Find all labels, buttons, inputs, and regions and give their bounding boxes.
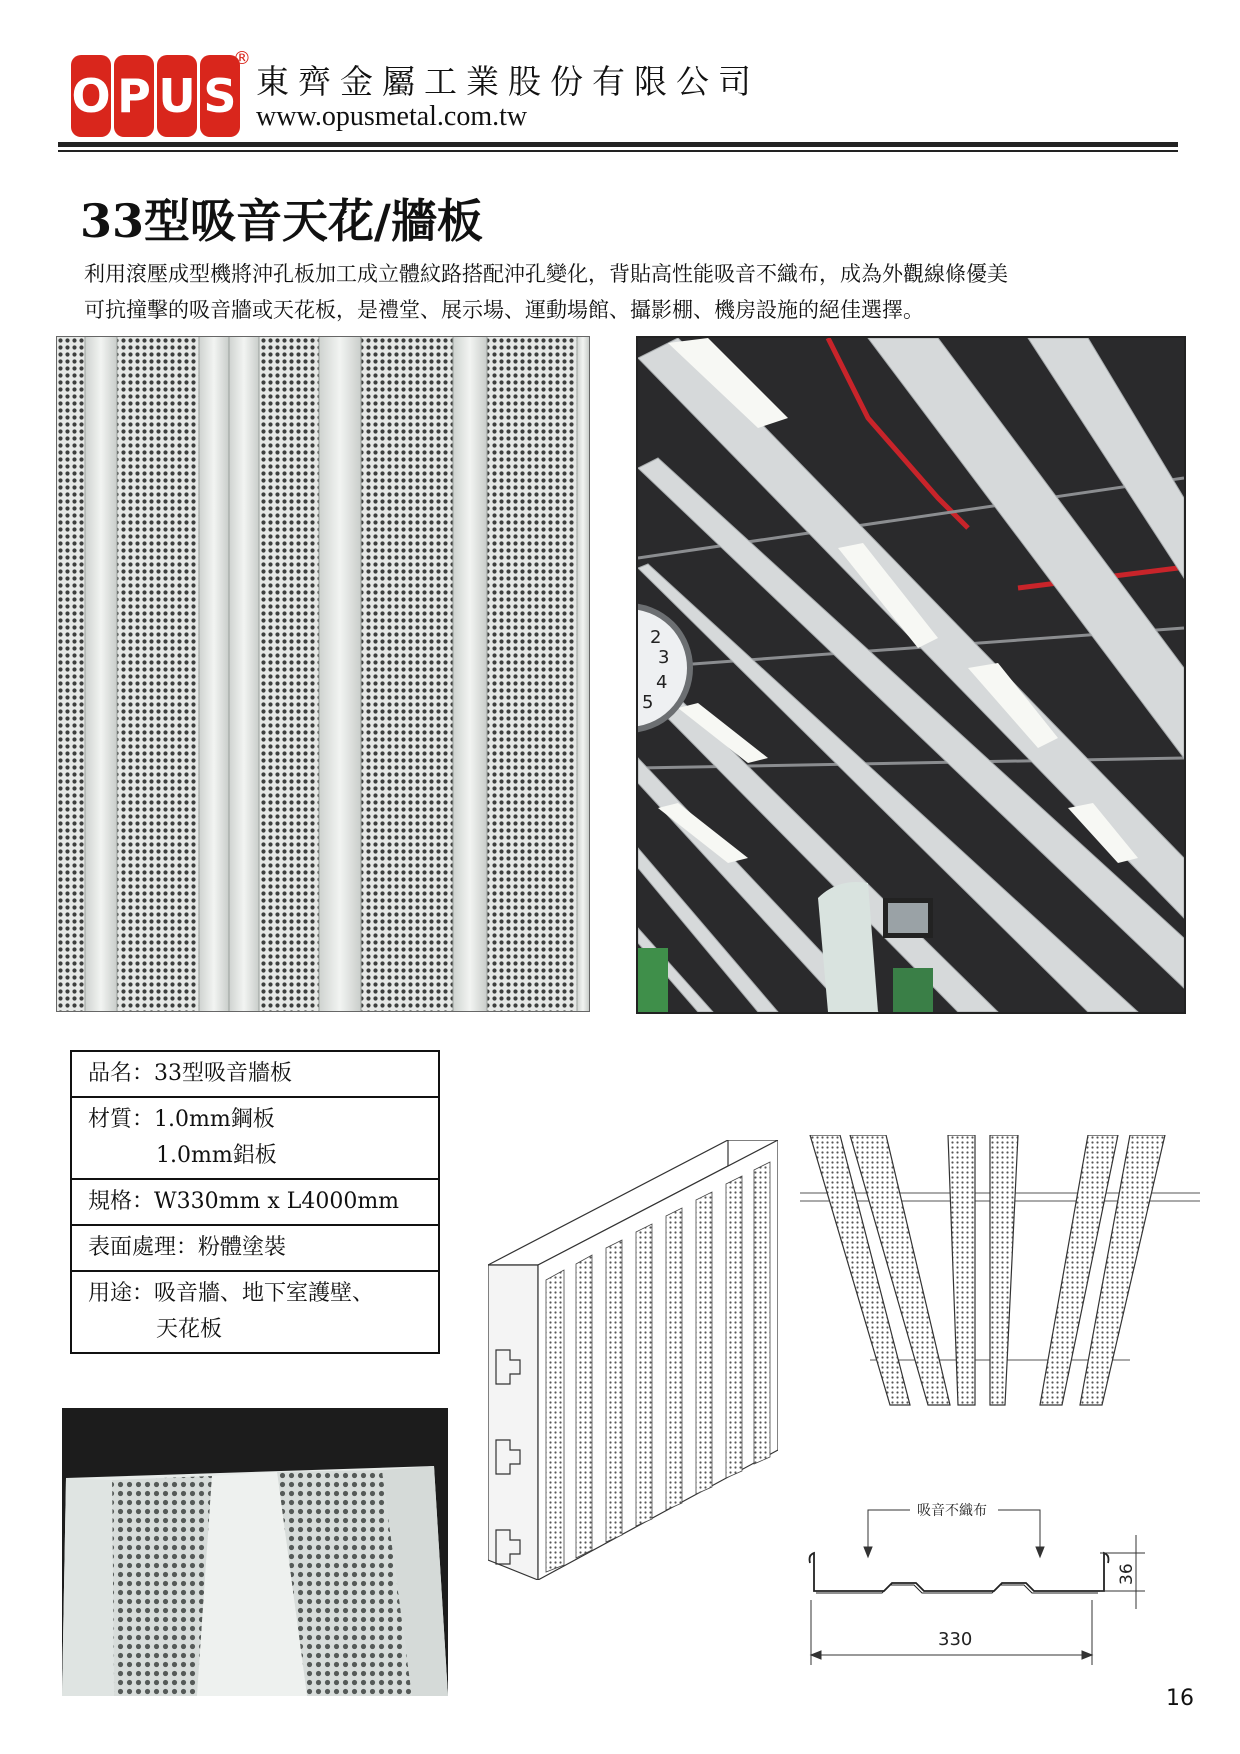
spec-line: 1.0mm鋁板 <box>156 1143 277 1168</box>
registered-mark: ® <box>233 48 251 69</box>
width-dimension: 330 <box>938 1629 973 1650</box>
company-name: 東齊金屬工業股份有限公司 <box>256 62 760 101</box>
clock-digit: 3 <box>658 647 670 668</box>
height-dimension: 36 <box>1117 1563 1137 1585</box>
spec-line: 品名：33型吸音牆板 <box>88 1061 292 1086</box>
logo-letter: P <box>114 55 154 137</box>
spec-material <box>72 1098 438 1180</box>
website-url: www.opusmetal.com.tw <box>256 101 528 132</box>
spec-usage <box>72 1272 438 1352</box>
clock-digit: 5 <box>642 692 654 713</box>
wall-panel-photo <box>56 336 590 1012</box>
logo-letter: S <box>200 55 240 137</box>
spec-line: 表面處理：粉體塗裝 <box>88 1235 287 1260</box>
spec-line: 規格：W330mm x L4000mm <box>88 1189 400 1214</box>
profile-dimension-drawing <box>800 1495 1180 1685</box>
spec-table <box>70 1050 440 1354</box>
clock-digit: 2 <box>650 627 662 648</box>
page-number: 16 <box>1166 1686 1194 1711</box>
panel-closeup-photo <box>62 1408 448 1696</box>
clock-digit: 4 <box>656 672 668 693</box>
header-rule <box>58 142 1178 147</box>
intro-line: 利用滾壓成型機將沖孔板加工成立體紋路搭配沖孔變化，背貼高性能吸音不織布，成為外觀線條優美 <box>84 262 1008 286</box>
spec-finish <box>72 1226 438 1272</box>
felt-label: 吸音不織布 <box>917 1503 987 1519</box>
spec-line: 天花板 <box>156 1317 223 1342</box>
ceiling-installation-photo <box>636 336 1186 1014</box>
spec-size <box>72 1180 438 1226</box>
logo-letter: O <box>71 55 111 137</box>
spec-product-name <box>72 1052 438 1098</box>
spec-line: 用途：吸音牆、地下室護壁、 <box>88 1281 375 1306</box>
logo-letter: U <box>157 55 197 137</box>
spec-line: 材質：1.0mm鋼板 <box>88 1107 275 1132</box>
intro-paragraph <box>84 256 1174 328</box>
page-title: 33型吸音天花/牆板 <box>80 194 483 248</box>
ceiling-section-drawing <box>800 1135 1200 1410</box>
intro-line: 可抗撞擊的吸音牆或天花板，是禮堂、展示場、運動場館、攝影棚、機房設施的絕佳選擇。 <box>84 298 924 322</box>
isometric-panel-drawing <box>488 1140 778 1580</box>
header-rule-thin <box>58 150 1178 152</box>
opus-logo <box>71 55 240 137</box>
